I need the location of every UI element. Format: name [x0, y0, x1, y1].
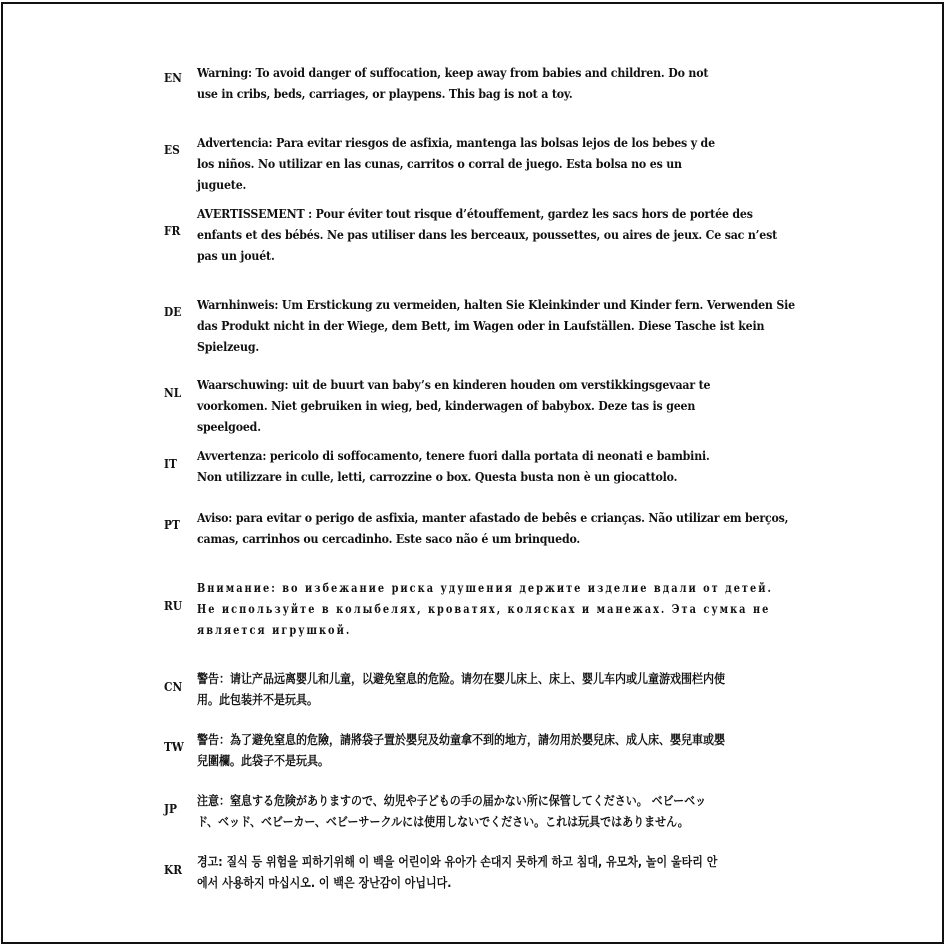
- language-code-kr: KR: [164, 862, 183, 877]
- language-code-pt: PT: [164, 517, 180, 532]
- warning-text-ru: Внимание: во избежание риска удушения держите изделие вдали от детей. Не используйте в колыбелях, кроватях, колясках и манежах. Эта сумка не является игрушкой.: [197, 580, 773, 637]
- language-code-cn: CN: [164, 679, 183, 694]
- warning-text-tw: 警告：為了避免窒息的危險，請將袋子置於嬰兒及幼童拿不到的地方，請勿用於嬰兒床、成人床、嬰兒車或嬰兒圍欄。此袋子不是玩具。: [197, 732, 726, 768]
- warning-text-nl: Waarschuwing: uit de buurt van baby’s en kinderen houden om verstikkingsgevaar te voorkomen. Niet gebruiken in wieg, bed, kinderwagen of babybox. Deze tas is geen speelgoed.: [197, 377, 711, 434]
- warning-text-kr: 경고: 질식 등 위험을 피하기위해 이 백을 어린이와 유아가 손대지 못하게 하고 침대, 유모차, 놀이 울타리 안에서 사용하지 마십시오. 이 백은 장난감이 아닙니다.: [197, 854, 718, 890]
- warning-text-jp: 注意：窒息する危険がありますので、幼児や子どもの手の届かない所に保管してください。 ベビーベッド、ベッド、ベビーカー、ベビーサークルには使用しないでください。これは玩具ではありません。: [197, 793, 707, 829]
- warning-label-frame: [1, 2, 944, 944]
- warning-text-pt: Aviso: para evitar o perigo de asfixia, manter afastado de bebês e crianças. Não utilizar em berços, camas, carrinhos ou cercadinho. Este saco não é um brinquedo.: [197, 510, 789, 546]
- warning-text-it: Avvertenza: pericolo di soffocamento, tenere fuori dalla portata di neonati e bambini. Non utilizzare in culle, letti, carrozzine o box. Questa busta non è un giocattolo.: [197, 448, 710, 484]
- warning-text-fr: AVERTISSEMENT : Pour éviter tout risque d’étouffement, gardez les sacs hors de portée des enfants et des bébés. Ne pas utiliser dans les berceaux, poussettes, ou aires de jeux. Ce sac n’est pas un jouét.: [197, 206, 778, 263]
- warning-text-en: Warning: To avoid danger of suffocation, keep away from babies and children. Do not use in cribs, beds, carriages, or playpens. This bag is not a toy.: [197, 65, 709, 101]
- language-code-en: EN: [164, 70, 182, 85]
- language-code-es: ES: [164, 142, 180, 157]
- language-code-it: IT: [164, 456, 177, 471]
- warning-text-cn: 警告：请让产品远离婴儿和儿童，以避免窒息的危险。请勿在婴儿床上、床上、婴儿车内或儿童游戏围栏内使用。此包装并不是玩具。: [197, 671, 726, 707]
- language-code-ru: RU: [164, 598, 183, 613]
- language-code-tw: TW: [164, 739, 184, 754]
- language-code-de: DE: [164, 304, 182, 319]
- warning-text-de: Warnhinweis: Um Erstickung zu vermeiden, halten Sie Kleinkinder und Kinder fern. Verwenden Sie das Produkt nicht in der Wiege, dem Bett, im Wagen oder in Laufställen. Diese Tasche ist kein Spielzeug.: [197, 297, 796, 354]
- warning-text-es: Advertencia: Para evitar riesgos de asfixia, mantenga las bolsas lejos de los bebes y de los niños. No utilizar en las cunas, carritos o corral de juego. Esta bolsa no es un juguete.: [197, 135, 715, 192]
- language-code-jp: JP: [164, 801, 178, 816]
- language-code-fr: FR: [164, 223, 181, 238]
- language-code-nl: NL: [164, 385, 182, 400]
